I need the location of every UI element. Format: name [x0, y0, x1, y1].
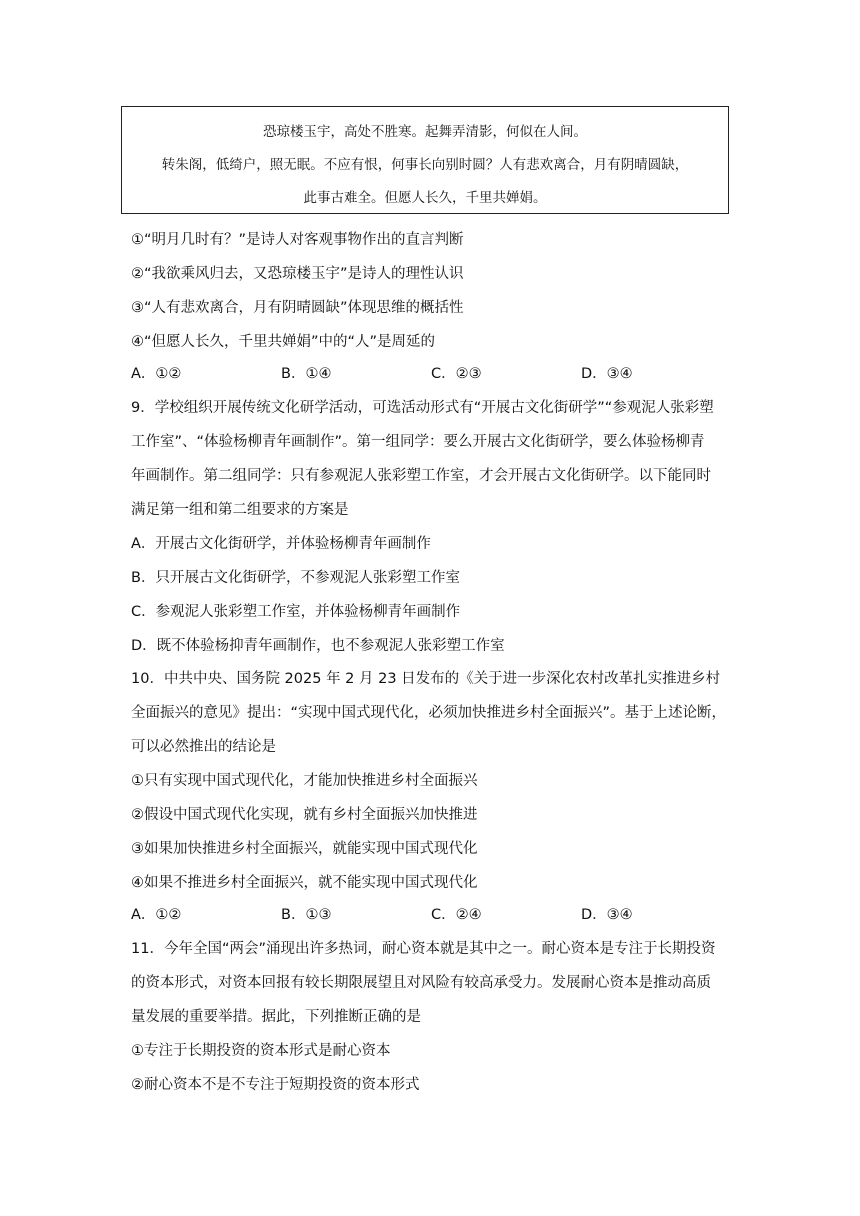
q11-stem-line: 的资本形式，对资本回报有较长期限展望且对风险有较高承受力。发展耐心资本是推动高质: [131, 975, 711, 991]
poem-quote-box: [121, 106, 729, 214]
q8-option-d[interactable]: D．③④: [581, 366, 633, 382]
q9-option-d[interactable]: D．既不体验杨抑青年画制作，也不参观泥人张彩塑工作室: [131, 638, 505, 654]
q9-option-a[interactable]: A．开展古文化街研学，并体验杨柳青年画制作: [131, 536, 431, 552]
q9-stem-line: 工作室”、“体验杨柳青年画制作”。第一组同学：要么开展古文化街研学，要么体验杨柳青: [131, 434, 705, 450]
q8-statement-4: ④“但愿人长久，千里共婵娟”中的“人”是周延的: [131, 334, 436, 350]
q10-option-c[interactable]: C．②④: [431, 907, 482, 923]
q10-stem-line: 可以必然推出的结论是: [131, 739, 276, 755]
q9-stem-line: 9．学校组织开展传统文化研学活动，可选活动形式有“开展古文化街研学”“参观泥人张彩塑: [131, 400, 714, 416]
poem-line: 转朱阁，低绮户，照无眠。不应有恨，何事长向别时圆？人有悲欢离合，月有阴晴圆缺，: [161, 157, 689, 173]
q10-statement-3: ③如果加快推进乡村全面振兴，就能实现中国式现代化: [131, 841, 478, 857]
q10-option-a[interactable]: A．①②: [131, 907, 182, 923]
q11-statement-2: ②耐心资本不是不专注于短期投资的资本形式: [131, 1077, 420, 1093]
q9-option-b[interactable]: B．只开展古文化街研学，不参观泥人张彩塑工作室: [131, 570, 460, 586]
q8-statement-1: ①“明月几时有？”是诗人对客观事物作出的直言判断: [131, 232, 464, 248]
q10-statement-4: ④如果不推进乡村全面振兴，就不能实现中国式现代化: [131, 875, 478, 891]
q8-statement-3: ③“人有悲欢离合，月有阴晴圆缺”体现思维的概括性: [131, 300, 464, 316]
q11-statement-1: ①专注于长期投资的资本形式是耐心资本: [131, 1043, 391, 1059]
poem-line: 恐琼楼玉宇，高处不胜寒。起舞弄清影，何似在人间。: [263, 124, 587, 140]
q8-option-b[interactable]: B．①④: [281, 366, 332, 382]
q10-statement-2: ②假设中国式现代化实现，就有乡村全面振兴加快推进: [131, 807, 478, 823]
q10-stem-line: 10．中共中央、国务院 2025 年 2 月 23 日发布的《关于进一步深化农村改革扎实推进乡村: [131, 671, 721, 687]
poem-line: 此事古难全。但愿人长久，千里共婵娟。: [303, 190, 547, 206]
q10-stem-line: 全面振兴的意见》提出：“实现中国式现代化，必须加快推进乡村全面振兴”。基于上述论断，: [131, 705, 727, 721]
q10-statement-1: ①只有实现中国式现代化，才能加快推进乡村全面振兴: [131, 773, 478, 789]
q8-option-c[interactable]: C．②③: [431, 366, 482, 382]
q9-option-c[interactable]: C．参观泥人张彩塑工作室，并体验杨柳青年画制作: [131, 604, 461, 620]
q9-stem-line: 年画制作。第二组同学：只有参观泥人张彩塑工作室，才会开展古文化街研学。以下能同时: [131, 468, 711, 484]
q11-stem-line: 11．今年全国“两会”涌现出许多热词，耐心资本就是其中之一。耐心资本是专注于长期投资: [131, 941, 716, 957]
q10-option-d[interactable]: D．③④: [581, 907, 633, 923]
q9-stem-line: 满足第一组和第二组要求的方案是: [131, 502, 349, 518]
q8-option-a[interactable]: A．①②: [131, 366, 182, 382]
q11-stem-line: 量发展的重要举措。据此，下列推断正确的是: [131, 1009, 421, 1025]
q8-statement-2: ②“我欲乘风归去，又恐琼楼玉宇”是诗人的理性认识: [131, 266, 464, 282]
q10-option-b[interactable]: B．①③: [281, 907, 332, 923]
